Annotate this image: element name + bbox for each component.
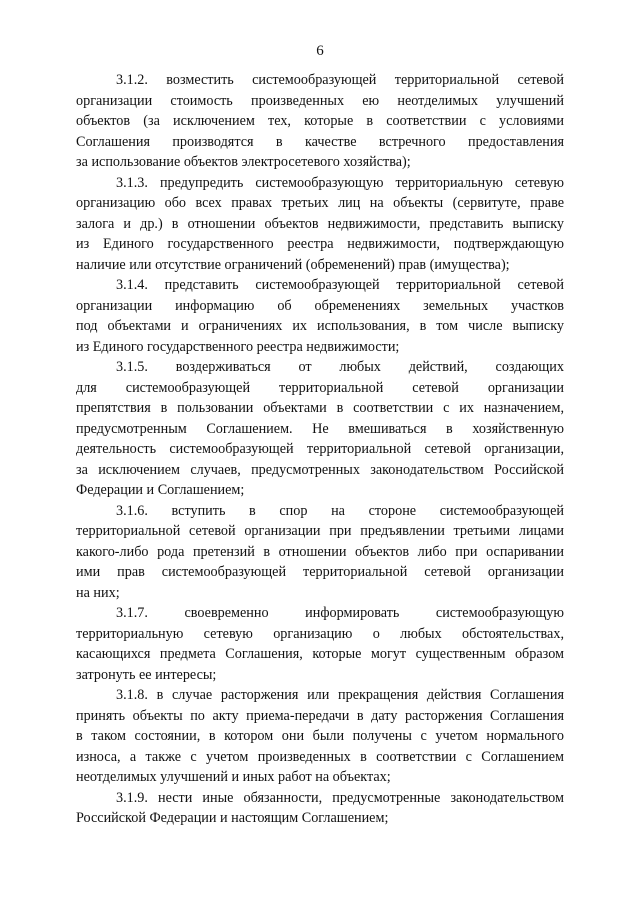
text-line: 3.1.2. возместить системообразующей территориальной сетевой: [116, 72, 564, 88]
text-line: территориальной сетевой организации при предъявлении третьими лицами: [76, 523, 564, 539]
text-line: 3.1.6. вступить в спор на стороне системообразующей: [116, 502, 564, 519]
clause-paragraph: [76, 788, 564, 829]
text-line: деятельность системообразующей территориальной сетевой организации,: [76, 441, 564, 457]
text-line: предусмотренным Соглашением. Не вмешиваться в хозяйственную: [76, 420, 564, 437]
text-line: 3.1.5. воздерживаться от любых действий, создающих: [116, 359, 564, 375]
text-line: для системообразующей территориальной сетевой организации: [76, 379, 564, 396]
text-line: Федерации и Соглашением;: [76, 482, 245, 498]
text-line: организации стоимость произведенных ею неотделимых улучшений: [76, 92, 564, 109]
text-line: Российской Федерации и настоящим Соглашением;: [76, 810, 389, 826]
text-line: территориальную сетевую организацию о любых обстоятельствах,: [76, 625, 564, 642]
text-line: за использование объектов электросетевого хозяйства);: [76, 154, 411, 170]
text-line: препятствия в пользовании объектами в соответствии с их назначением,: [76, 400, 564, 416]
text-line: 3.1.8. в случае расторжения или прекращения действия Соглашения: [116, 687, 564, 703]
clause-paragraph: [76, 685, 564, 788]
text-line: 3.1.7. своевременно информировать системообразующую: [116, 605, 564, 621]
text-line: принять объекты по акту приема-передачи в дату расторжения Соглашения: [76, 707, 564, 724]
text-line: 3.1.3. предупредить системообразующую территориальную сетевую: [116, 174, 564, 191]
clause-paragraph: [76, 275, 564, 357]
clause-paragraph: [76, 173, 564, 276]
text-line: ими прав системообразующей территориальной сетевой организации: [76, 564, 564, 580]
text-line: 3.1.9. нести иные обязанности, предусмотренные законодательством: [116, 789, 564, 806]
clause-paragraph: [76, 70, 564, 173]
text-line: объектов (за исключением тех, которые в соответствии с условиями: [76, 113, 564, 129]
page-number: 6: [316, 43, 324, 59]
text-line: залога и др.) в отношении объектов недвижимости, представить выписку: [76, 215, 564, 232]
text-line: касающихся предмета Соглашения, которые могут существенным образом: [76, 646, 564, 662]
text-line: из Единого государственного реестра недвижимости, подтверждающую: [76, 236, 564, 252]
text-line: какого-либо рода претензий в отношении объектов либо при оспаривании: [76, 543, 564, 560]
clause-paragraph: [76, 501, 564, 604]
document-body: [76, 70, 564, 829]
clause-paragraph: [76, 357, 564, 501]
clause-paragraph: [76, 603, 564, 685]
text-line: под объектами и ограничениях их использования, в том числе выписку: [76, 318, 564, 334]
text-line: в таком состоянии, в котором они были получены с учетом нормального: [76, 728, 564, 744]
text-line: затронуть ее интересы;: [76, 666, 217, 683]
text-line: наличие или отсутствие ограничений (обременений) прав (имущества);: [76, 256, 510, 273]
text-line: на них;: [76, 584, 120, 601]
text-line: неотделимых улучшений и иных работ на объектах;: [76, 769, 391, 785]
text-line: организации информацию об обременениях земельных участков: [76, 297, 564, 314]
text-line: Соглашения производятся в качестве встречного предоставления: [76, 133, 564, 150]
text-line: организацию обо всех правах третьих лиц на объекты (сервитуте, праве: [76, 195, 564, 211]
text-line: 3.1.4. представить системообразующей территориальной сетевой: [116, 277, 564, 293]
text-line: за исключением случаев, предусмотренных законодательством Российской: [76, 461, 564, 478]
text-line: износа, а также с учетом произведенных в соответствии с Соглашением: [76, 748, 564, 765]
text-line: из Единого государственного реестра недвижимости;: [76, 338, 400, 355]
